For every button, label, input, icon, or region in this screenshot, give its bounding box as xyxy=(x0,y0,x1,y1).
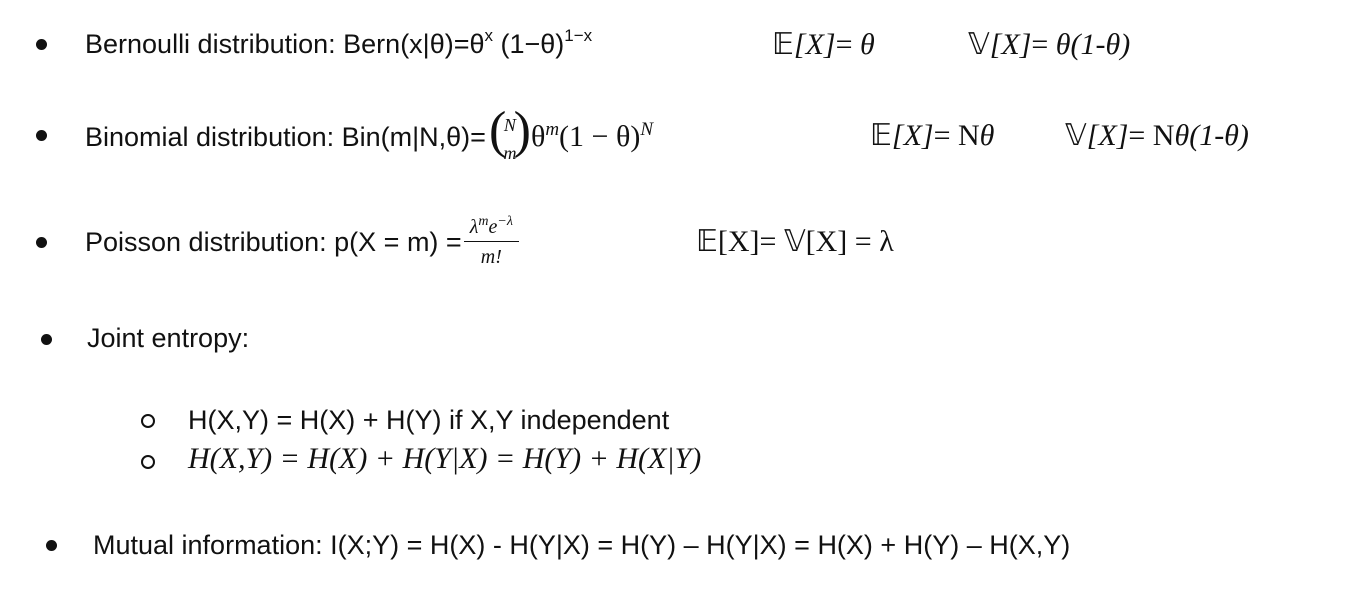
bernoulli-line xyxy=(85,26,593,59)
bullet-mutual-information xyxy=(46,540,57,551)
binomial-coefficient: ( N m ) xyxy=(488,102,531,163)
poisson-formula-prefix: p(X = m) = xyxy=(334,226,462,257)
bernoulli-label: Bernoulli distribution: xyxy=(85,29,336,59)
bullet-binomial xyxy=(36,130,47,141)
bernoulli-variance: 𝕍[X]= θ(1-θ) xyxy=(968,28,1131,61)
binomial-formula-rest: $\theta^m(1 - \theta)^N$ xyxy=(530,119,654,153)
poisson-fraction: $\frac{\lambda^me^{-\lambda}}{m!}$ xyxy=(464,217,519,267)
joint-entropy-subitem-2: H(X,Y) = H(X) + H(Y|X) = H(Y) + H(X|Y) xyxy=(188,442,702,475)
mutual-information-line: Mutual information: I(X;Y) = H(X) - H(Y|X) = H(Y) – H(Y|X) = H(X) + H(Y) – H(X,Y) xyxy=(93,530,1071,560)
poisson-line xyxy=(85,206,519,278)
binomial-formula-prefix: Bin(m|N,θ)= xyxy=(341,121,486,152)
bullet-joint-entropy xyxy=(41,334,52,345)
joint-entropy-subitem-1: H(X,Y) = H(X) + H(Y) if X,Y independent xyxy=(188,405,670,435)
sub-bullet-1 xyxy=(141,414,155,428)
joint-entropy-label: Joint entropy: xyxy=(87,323,250,353)
bullet-bernoulli xyxy=(36,39,47,50)
sub-bullet-2 xyxy=(141,455,155,469)
binomial-label: Binomial distribution: xyxy=(85,121,335,152)
bernoulli-formula: $Bern(x|\theta)=\theta^x$ $(1-\theta)^{1-x}$ xyxy=(343,26,593,59)
binomial-expectation: 𝔼[X]= Nθ xyxy=(870,119,995,152)
poisson-label: Poisson distribution: xyxy=(85,226,327,257)
binomial-line xyxy=(85,102,654,164)
poisson-moments: 𝔼[X]= 𝕍[X] = λ xyxy=(696,225,894,258)
bullet-poisson xyxy=(36,237,47,248)
bernoulli-expectation: 𝔼[X]= θ xyxy=(772,28,875,61)
binomial-variance: 𝕍[X]= Nθ(1-θ) xyxy=(1065,119,1249,152)
